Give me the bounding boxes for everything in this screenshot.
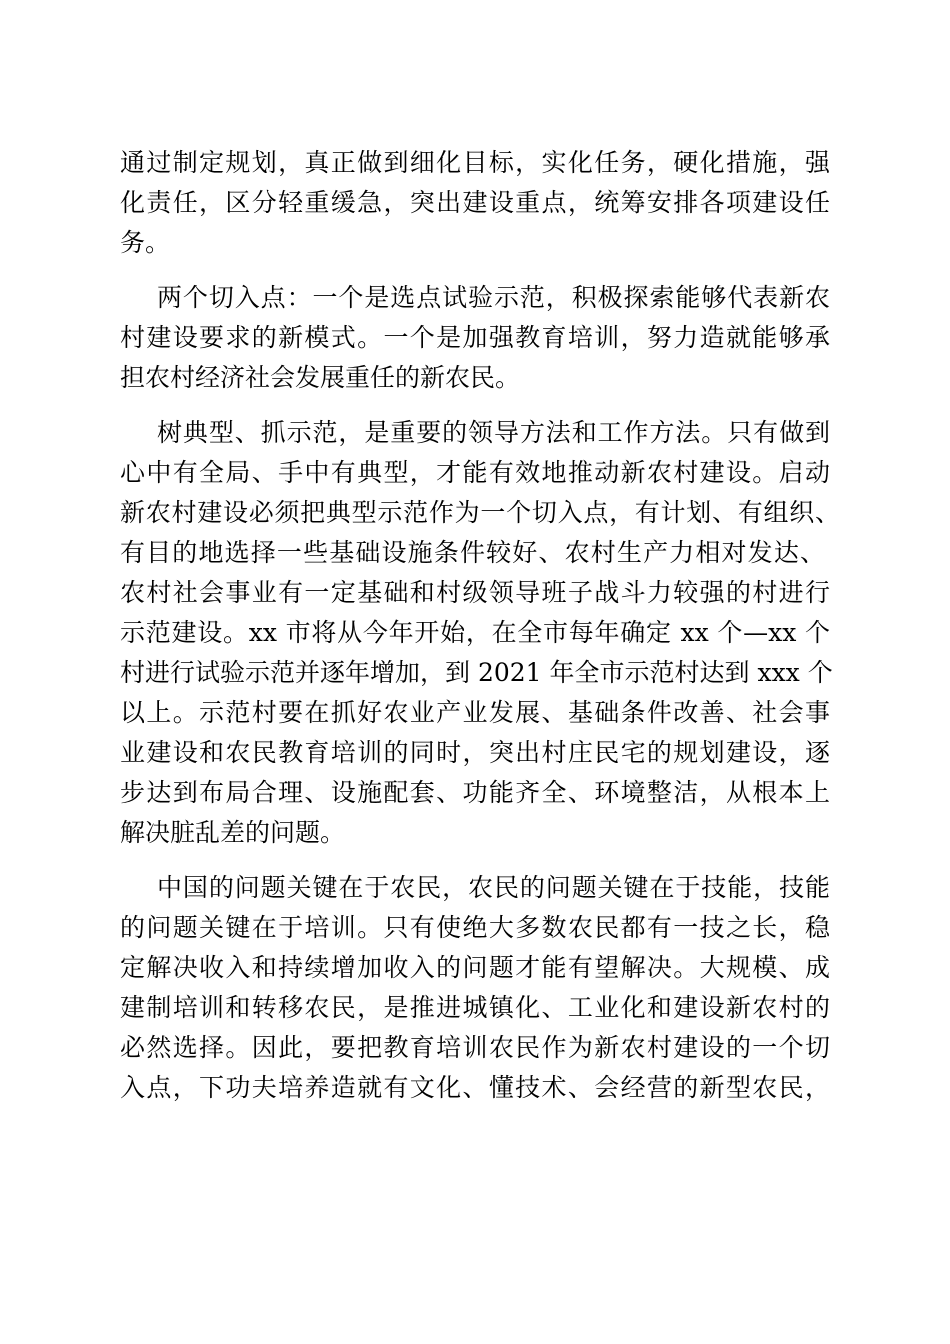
text-line: 定解决收入和持续增加收入的问题才能有望解决。大规模、成: [120, 953, 830, 982]
text-line: 建制培训和转移农民，是推进城镇化、工业化和建设新农村的: [120, 993, 830, 1022]
text-line: 担农村经济社会发展重任的新农民。: [120, 363, 521, 392]
text-line: 解决脏乱差的问题。: [120, 818, 346, 847]
text-line: 步达到布局合理、设施配套、功能齐全、环境整洁，从根本上: [120, 778, 830, 807]
text-line: 化责任，区分轻重缓急，突出建设重点，统筹安排各项建设任: [120, 188, 830, 217]
paragraph-first-line: 两个切入点：一个是选点试验示范，积极探索能够代表新农: [157, 283, 830, 312]
paragraph-first-line: 中国的问题关键在于农民，农民的问题关键在于技能，技能: [157, 873, 830, 902]
paragraph-first-line: 树典型、抓示范，是重要的领导方法和工作方法。只有做到: [157, 418, 830, 447]
text-line: 以上。示范村要在抓好农业产业发展、基础条件改善、社会事: [120, 698, 830, 727]
text-line: 村进行试验示范并逐年增加，到 2021 年全市示范村达到 xxx 个: [120, 658, 833, 687]
text-line: 村建设要求的新模式。一个是加强教育培训，努力造就能够承: [120, 323, 830, 352]
text-line: 业建设和农民教育培训的同时，突出村庄民宅的规划建设，逐: [120, 738, 830, 767]
text-line: 必然选择。因此，要把教育培训农民作为新农村建设的一个切: [120, 1033, 830, 1062]
text-line: 入点，下功夫培养造就有文化、懂技术、会经营的新型农民，: [120, 1073, 830, 1102]
text-line: 务。: [120, 228, 171, 257]
text-line: 心中有全局、手中有典型，才能有效地推动新农村建设。启动: [120, 458, 830, 487]
text-line: 新农村建设必须把典型示范作为一个切入点，有计划、有组织、: [120, 498, 840, 527]
text-line: 的问题关键在于培训。只有使绝大多数农民都有一技之长，稳: [120, 913, 830, 942]
text-line: 农村社会事业有一定基础和村级领导班子战斗力较强的村进行: [120, 578, 830, 607]
text-line: 通过制定规划，真正做到细化目标，实化任务，硬化措施，强: [120, 148, 830, 177]
text-line: 有目的地选择一些基础设施条件较好、农村生产力相对发达、: [120, 538, 825, 567]
text-line: 示范建设。xx 市将从今年开始，在全市每年确定 xx 个—xx 个: [120, 618, 830, 647]
